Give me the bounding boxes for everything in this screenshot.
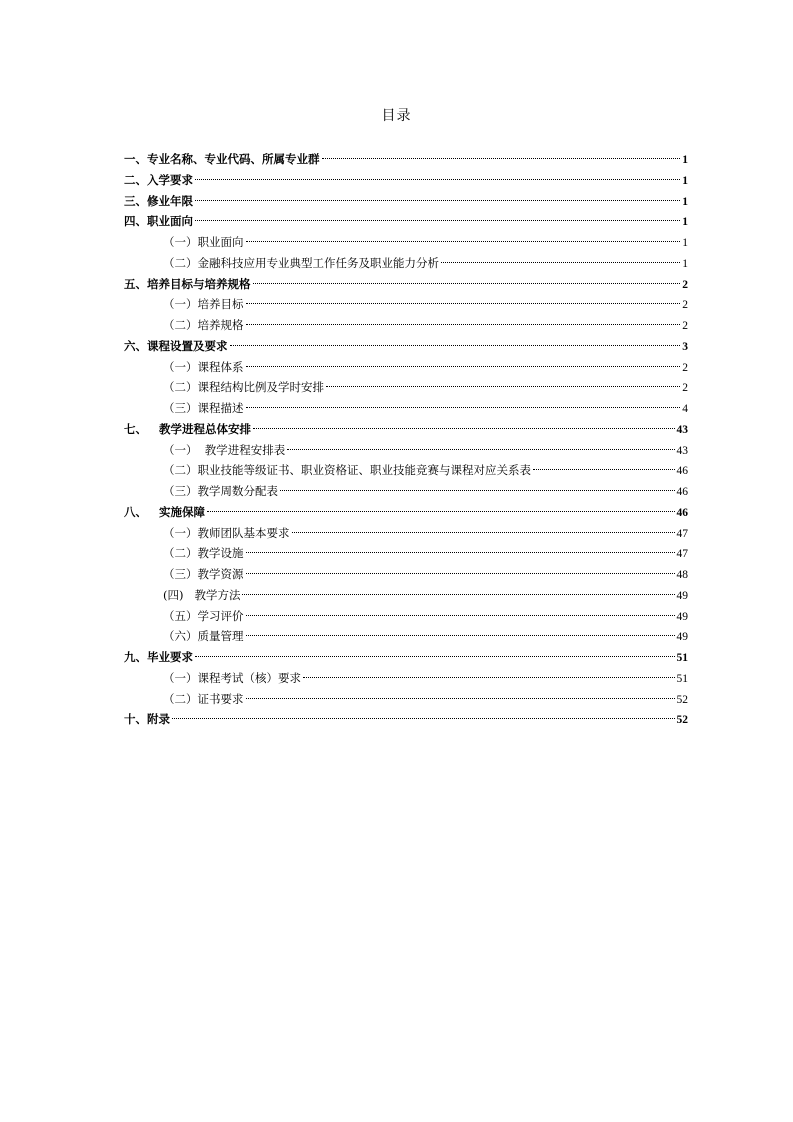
dot-leader [246,407,681,408]
toc-page-number: 4 [682,403,688,415]
toc-entry-title: 三、修业年限 [124,193,193,208]
toc-subsection-link[interactable] [124,357,688,378]
dot-leader [280,490,675,491]
page-title: 目录 [381,108,412,124]
toc-entry-title: 二、入学要求 [124,172,193,187]
toc-entry-title: （二）课程结构比例及学时安排 [163,380,324,395]
toc-entry-title: （一） 教学进程安排表 [163,442,286,457]
toc-section-link[interactable] [124,211,688,232]
toc-section-link[interactable] [124,170,688,191]
toc-page-number: 52 [676,714,688,727]
toc-page-number: 2 [682,320,688,332]
toc-page-number: 49 [676,589,688,602]
dot-leader [246,615,675,616]
toc-entry-title: （二）培养规格 [163,318,244,332]
toc-entry-title: 七、 教学进程总体安排 [124,421,252,436]
toc-page-number: 1 [682,154,688,166]
toc-section-link[interactable] [124,191,688,212]
toc-page-number: 2 [682,278,688,291]
toc-entry-title: （一）教师团队基本要求 [163,525,290,540]
toc-page-number: 49 [676,610,688,623]
table-of-contents [124,149,688,730]
toc-page-number: 51 [676,672,688,685]
toc-page-number: 1 [682,174,688,187]
toc-entry-title: （六）质量管理 [163,629,244,644]
toc-page-number: 51 [676,652,688,664]
dot-leader [246,324,681,325]
dot-leader [242,594,674,595]
dot-leader [287,449,674,450]
toc-entry-title: （五）学习评价 [163,608,244,623]
toc-subsection-link[interactable] [124,232,688,253]
dot-leader [230,345,681,346]
toc-page-number: 43 [676,444,688,457]
toc-page-number: 1 [682,216,688,229]
toc-subsection-link[interactable] [124,253,688,274]
dot-leader [246,366,681,367]
dot-leader [326,386,680,387]
toc-entry-title: （一）培养目标 [163,297,244,312]
dot-leader [246,241,681,242]
toc-subsection-link[interactable] [124,440,688,461]
toc-entry-title: （二）证书要求 [163,691,244,706]
toc-section-link[interactable] [124,149,688,170]
toc-subsection-link[interactable] [124,398,688,419]
toc-subsection-link[interactable] [124,315,688,336]
toc-section-link[interactable] [124,709,688,730]
toc-subsection-link[interactable] [124,626,688,647]
toc-subsection-link[interactable] [124,606,688,627]
toc-entry-title: （一）职业面向 [163,235,244,249]
dot-leader [246,552,675,553]
toc-section-link[interactable] [124,502,688,523]
toc-page-number: 46 [676,465,688,478]
toc-section-link[interactable] [124,336,688,357]
toc-subsection-link[interactable] [124,294,688,315]
toc-section-link[interactable] [124,647,688,668]
dot-leader [322,158,681,159]
toc-page-number: 2 [682,299,688,312]
dot-leader [195,656,675,657]
dot-leader [195,200,680,201]
toc-entry-title: 九、毕业要求 [124,650,193,664]
toc-entry-title: 八、 实施保障 [124,504,206,519]
toc-page-number: 3 [682,340,688,353]
toc-page-number: 47 [676,527,688,540]
dot-leader [303,677,675,678]
toc-page-number: 2 [682,382,688,395]
toc-entry-title: 一、专业名称、专业代码、所属专业群 [124,152,320,166]
toc-entry-title: 十、附录 [124,712,170,727]
dot-leader [253,283,681,284]
toc-page-number: 2 [682,361,688,374]
toc-entry-title: （三）课程描述 [163,401,244,415]
dot-leader [246,303,681,304]
toc-entry-title: （一）课程体系 [163,359,244,374]
toc-entry-title: 四、职业面向 [124,214,193,229]
toc-subsection-link[interactable] [124,585,688,606]
dot-leader [292,532,675,533]
toc-page-number: 48 [676,569,688,581]
dot-leader [246,573,675,574]
toc-page-number: 49 [676,631,688,644]
toc-page-number: 46 [676,486,688,498]
toc-entry-title: （三）教学资源 [163,567,244,581]
toc-page-number: 43 [676,423,688,436]
toc-page-number: 1 [682,195,688,208]
toc-subsection-link[interactable] [124,668,688,689]
toc-entry-title: （三）教学周数分配表 [163,484,278,498]
toc-subsection-link[interactable] [124,564,688,585]
toc-page-number: 46 [676,506,688,519]
dot-leader [195,220,680,221]
dot-leader [172,718,675,719]
toc-section-link[interactable] [124,274,688,295]
toc-section-link[interactable] [124,419,688,440]
toc-subsection-link[interactable] [124,543,688,564]
toc-page-number: 52 [676,693,688,706]
dot-leader [533,469,675,470]
toc-entry-title: 六、课程设置及要求 [124,338,228,353]
toc-subsection-link[interactable] [124,481,688,502]
toc-page-number: 47 [676,548,688,561]
toc-entry-title: （一）课程考试（核）要求 [163,670,301,685]
toc-entry-title: （二）教学设施 [163,546,244,561]
toc-page-number: 1 [682,257,688,270]
toc-page-number: 1 [682,237,688,249]
dot-leader [253,428,674,429]
toc-subsection-link[interactable] [124,377,688,398]
dot-leader [441,262,680,263]
toc-subsection-link[interactable] [124,523,688,544]
toc-subsection-link[interactable] [124,689,688,710]
toc-entry-title: 五、培养目标与培养规格 [124,276,251,291]
dot-leader [246,698,675,699]
dot-leader [195,179,680,180]
dot-leader [246,635,675,636]
toc-entry-title: （二）职业技能等级证书、职业资格证、职业技能竞赛与课程对应关系表 [163,463,531,478]
toc-subsection-link[interactable] [124,460,688,481]
dot-leader [207,511,674,512]
toc-entry-title: （二）金融科技应用专业典型工作任务及职业能力分析 [163,255,439,270]
toc-entry-title: (四) 教学方法 [163,587,241,602]
